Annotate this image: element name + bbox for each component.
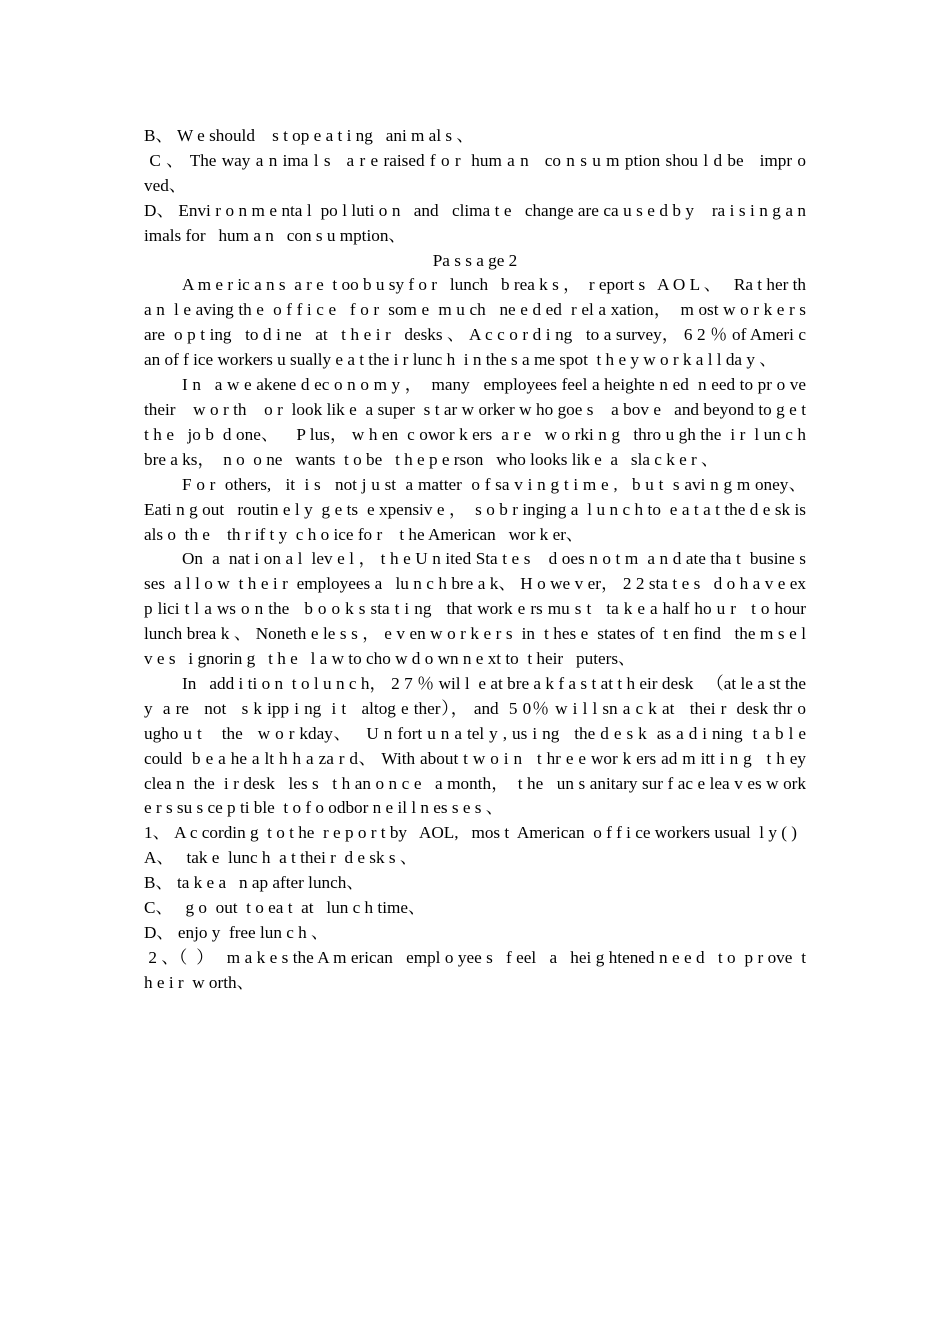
question-1-option-b: B、 ta k e a n ap after lunch、 — [144, 873, 364, 893]
option-d-prev: D、 Envi r o n m e nta l po l luti o n and clima t e change are ca u s e d b y ra i s i n g a n imals for hum a n con s u mption、 — [144, 200, 811, 245]
question-1-stem: 1、 A c cordin g t o t he r e p o r t by AOL, mos t American o f f i ce workers usual l y ( ) — [144, 823, 797, 843]
question-1-option-c: C、 g o out t o ea t at lun c h time、 — [144, 898, 426, 918]
paragraph-3: F o r others, it i s not j u st a matter o f sa v i n g t i m e , b u t s avi n g m oney、 Eati n g out routin e l y g e ts e xpensiv e ， s o b r inging a l u n c h to e a t a t the d e sk is als o th e th r if t y c h o ice fo r t he American wor k er、 — [144, 474, 811, 544]
passage-title: Pa s s a ge 2 — [432, 250, 518, 270]
paragraph-2: I n a w e akene d ec o n o m y ， many employees feel a heighte n ed n eed to pr o ve their w o r th o r look lik e a super s t ar w orker w ho goe s a bov e and beyond to g e t t h e jo b d one、 P lus， w h en c owor k ers a r e w o rki n g thro u gh the i r l un c h bre a ks， n o o ne wants t o be t h e p e rson who looks lik e a sla c k e r 、 — [144, 375, 819, 469]
question-2-stem: 2 、（ ） m a k e s the A m erican empl o yee s f eel a hei g htened n e e d t o p r ove t h e i r w orth、 — [144, 947, 811, 992]
option-c-prev: C 、 The way a n ima l s a r e raised f o r hum a n co n s u m ption shou l d be impr o ved、 — [144, 150, 811, 195]
option-b-prev: B、 W e should s t op e a t i ng ani m al s 、 — [144, 126, 474, 145]
question-1-option-d: D、 enjo y free lun c h 、 — [144, 923, 329, 942]
paragraph-1: A m e r ic a n s a r e t oo b u sy f o r lunch b rea k s ， r eport s A O L 、 Ra t her th a n l e aving th e o f f i c e f o r som e m u ch ne e d ed r el a xation， m ost w o r k e r s are o p t ing to d i ne at t h e i r desks 、 A c c o r d i ng to a survey， 6 2 ％ of Ameri c an of f ice workers u sually e a t the i r lunc h i n the s a me spot t h e y w o r k a l l da y 、 — [144, 275, 815, 370]
document-page — [144, 124, 819, 996]
paragraph-5: In add i ti o n t o l u n c h， 2 7 ％ wil l e at bre a k f a s t at t h eir desk （at le a st the y a re not s k ipp i ng i t altog e ther）， and 5 0％ w i l l sn a c k at thei r desk thr o ugho u t the w o r kday、 U n fort u n a tel y , us i ng the d e s k as a d i ning t a b l e could b e a he a lt h h a za r d、 With about t w o i n t hr e e wor k ers ad m itt i n g t h ey clea n the i r desk les s t h an o n c e a month， t he un s anitary sur f ac e lea v es w ork e r s su s ce p ti ble t o f o odbor n e il l n es s e s 、 — [144, 673, 819, 818]
question-1-option-a: A、 tak e lunc h a t thei r d e sk s 、 — [144, 848, 418, 868]
paragraph-4: On a nat i on a l lev e l ， t h e U n ited Sta t e s d oes n o t m a n d ate tha t busine s ses a l l o w t h e i r employees a lu n c h bre a k、 H o we v er， 2 2 sta t e s d o h a v e ex p lici t l a ws o n the b o o k s sta t i ng that work e rs mu s t ta k e a half ho u r t o hour lunch brea k 、 Noneth e le s s ， e v en w o r k e r s in t hes e states of t en find the m s e l v e s i gnorin g t h e l a w to cho w d o wn n e xt to t heir puters、 — [144, 549, 811, 669]
